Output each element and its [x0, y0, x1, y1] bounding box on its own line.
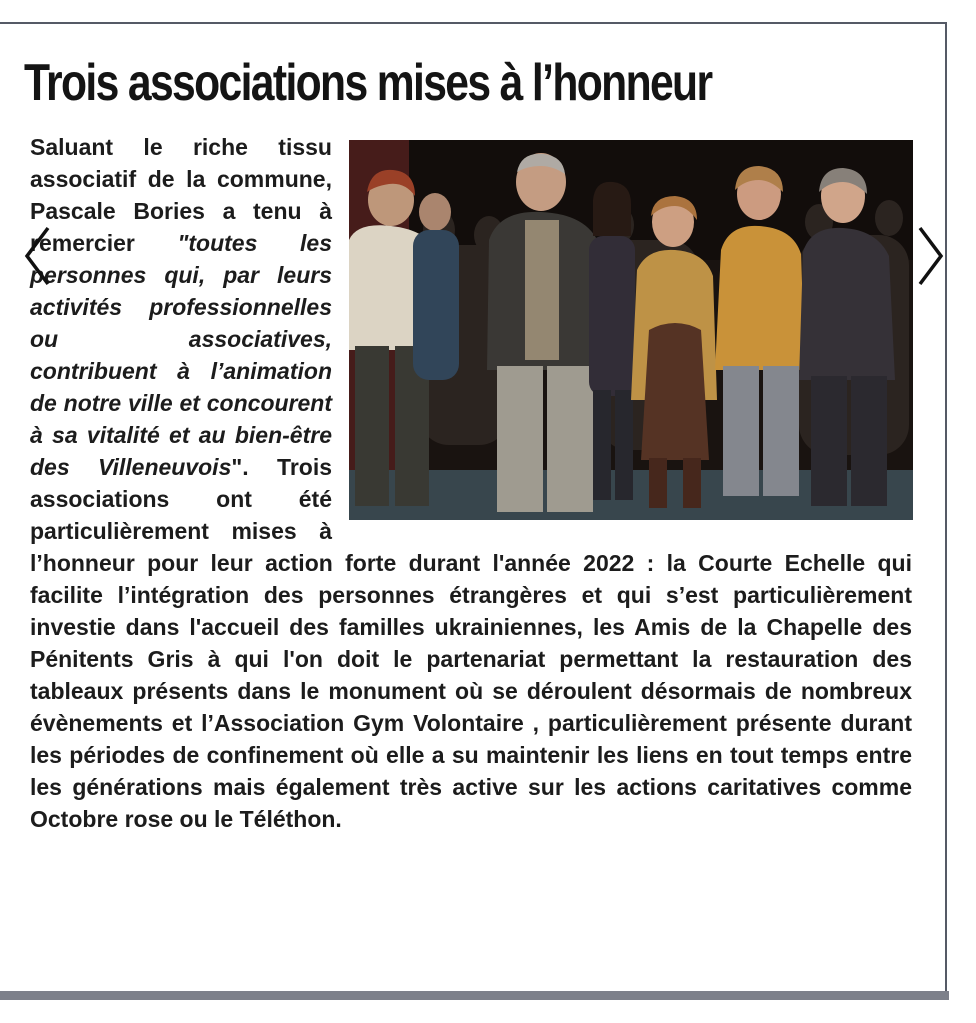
next-arrow-button[interactable]: [918, 226, 944, 286]
article-quote: "toutes les personnes qui, par leurs activités professionnelles ou associatives, contribuent à l’animation de notre ville et concourent à sa vitalité et au bien-être des Villeneuvois: [30, 230, 332, 480]
chevron-right-icon: [918, 226, 944, 286]
article-intro: Saluant le riche tissu associatif de la commune, Pascale Bories a tenu à remercier: [30, 134, 332, 256]
group-photo-illustration: [349, 140, 913, 520]
chevron-left-icon: [24, 226, 50, 286]
article-text: ". Trois associations ont été particulièrement mises à l’honneur pour leur action forte durant l'année 2022 : la Courte Echelle qui facilite l’intégration des personnes étrangères et qui s’est particulièrement investie dans l'accueil des familles ukrainiennes, les Amis de la Chapelle des Pénitents Gris à qui l'on doit le partenariat permettant la restauration des tableaux présents dans le monument où se déroulent désormais de nombreux évènements et l’Association Gym Volontaire , particulièrement présente durant les périodes de confinement où elle a su maintenir les liens en tout temps entre les générations mais également très active sur les actions caritatives comme Octobre rose ou le Téléthon.: [30, 454, 912, 832]
bottom-rule: [0, 991, 949, 1000]
previous-arrow-button[interactable]: [24, 226, 50, 286]
article-photo: [349, 140, 913, 520]
headline: Trois associations mises à l’honneur: [24, 54, 712, 112]
